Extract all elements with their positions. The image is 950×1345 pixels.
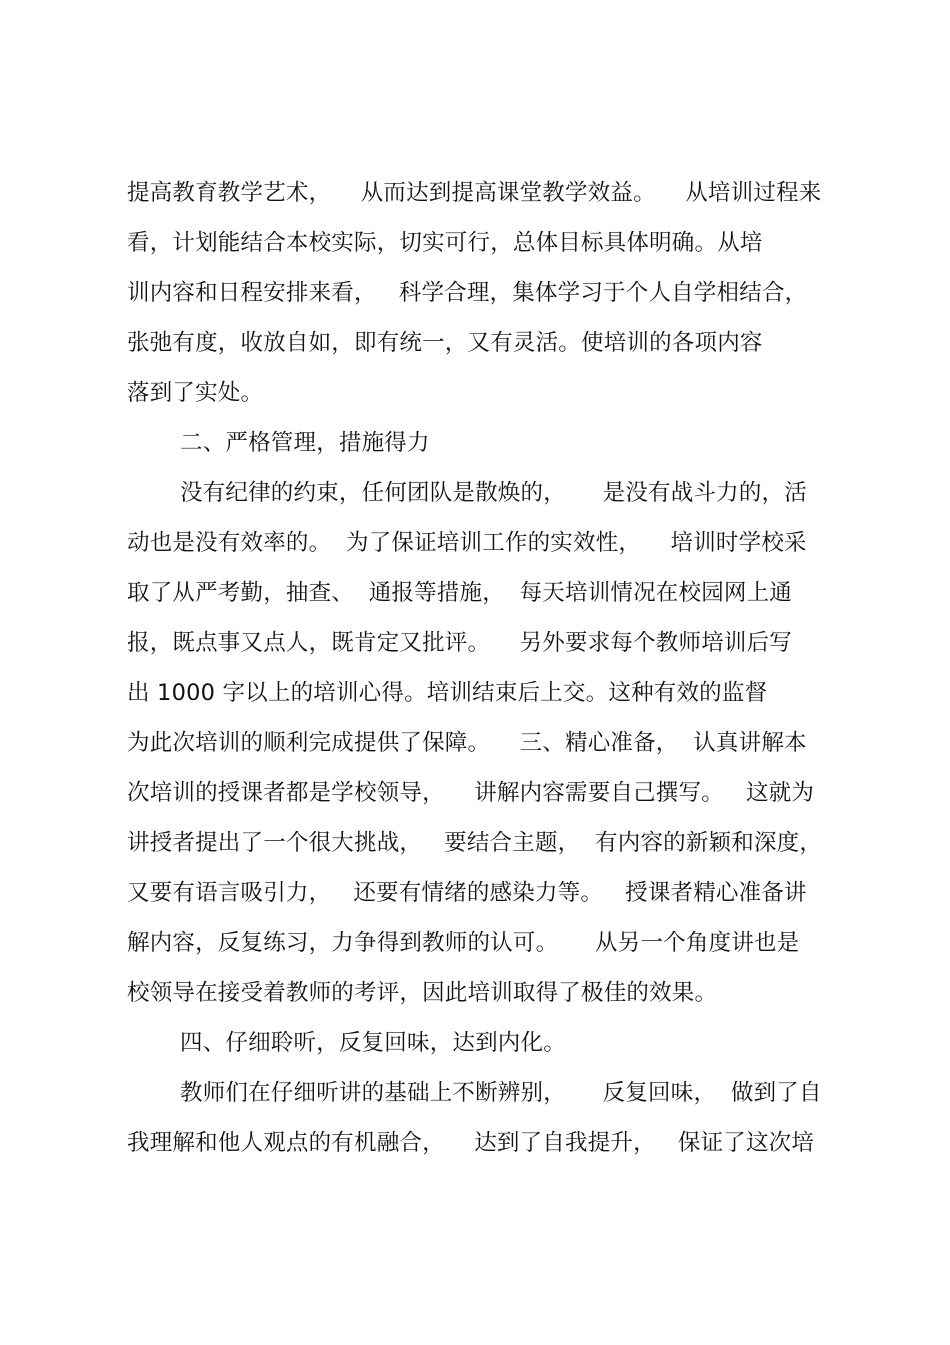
body-text-line: 解内容，反复练习，力争得到教师的认可。 从另一个角度讲也是 — [127, 930, 800, 956]
body-text-line: 看，计划能结合本校实际，切实可行，总体目标具体明确。从培 — [127, 230, 763, 256]
body-text-line: 又要有语言吸引力， 还要有情绪的感染力等。 授课者精心准备讲 — [127, 880, 807, 906]
body-text-line: 提高教育教学艺术， 从而达到提高课堂教学效益。 从培训过程来 — [127, 180, 822, 206]
body-text-line: 出 1000 字以上的培训心得。培训结束后上交。这种有效的监督 — [127, 680, 768, 706]
body-text-line: 训内容和日程安排来看， 科学合理，集体学习于个人自学相结合， — [127, 280, 808, 306]
body-text-line: 讲授者提出了一个很大挑战， 要结合主题， 有内容的新颖和深度， — [127, 830, 823, 856]
section-heading: 四、仔细聆听，反复回味，达到内化。 — [180, 1030, 566, 1056]
body-text-line: 没有纪律的约束，任何团队是散焕的， 是没有战斗力的，活 — [180, 480, 807, 506]
body-text-line: 为此次培训的顺利完成提供了保障。 三、精心准备， 认真讲解本 — [127, 730, 807, 756]
body-text-line: 教师们在仔细听讲的基础上不断辨别， 反复回味， 做到了自 — [180, 1080, 822, 1106]
body-text-line: 次培训的授课者都是学校领导， 讲解内容需要自己撰写。 这就为 — [127, 780, 815, 806]
body-text-line: 校领导在接受着教师的考评，因此培训取得了极佳的效果。 — [127, 980, 718, 1006]
body-text-line: 取了从严考勤，抽查、 通报等措施， 每天培训情况在校园网上通 — [127, 580, 793, 606]
body-text-line: 动也是没有效率的。 为了保证培训工作的实效性， 培训时学校采 — [127, 530, 807, 556]
body-text-line: 落到了实处。 — [127, 380, 264, 406]
body-text-line: 张弛有度，收放自如，即有统一，又有灵活。使培训的各项内容 — [127, 330, 763, 356]
body-text-line: 我理解和他人观点的有机融合， 达到了自我提升， 保证了这次培 — [127, 1130, 815, 1156]
body-text-line: 报，既点事又点人，既肯定又批评。 另外要求每个教师培训后写 — [127, 630, 793, 656]
section-heading: 二、严格管理，措施得力 — [180, 430, 430, 456]
